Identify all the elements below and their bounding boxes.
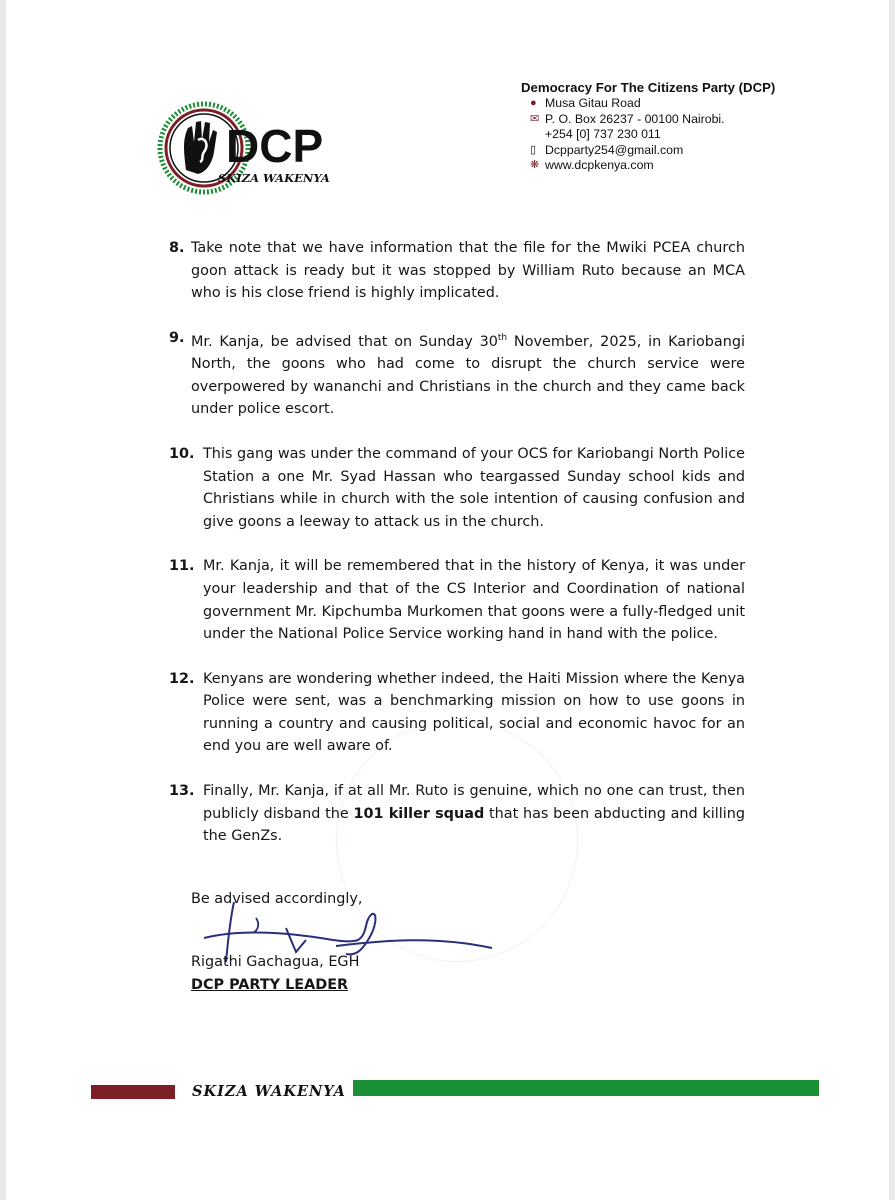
- org-contact-block: [521, 80, 775, 173]
- org-email: Dcpparty254@gmail.com: [545, 142, 684, 157]
- org-website: www.dcpkenya.com: [545, 158, 654, 173]
- list-item: [169, 780, 745, 848]
- footer-green-bar: [353, 1080, 819, 1096]
- signatory-title: DCP PARTY LEADER: [191, 977, 349, 993]
- list-item: [169, 237, 745, 305]
- item-number: 8.: [169, 240, 185, 256]
- mail-icon: ✉: [530, 112, 540, 125]
- letter-page: [6, 0, 889, 1200]
- footer-red-bar: [91, 1085, 175, 1099]
- item-text: This gang was under the command of your OCS for Kariobangi North Police Station a one Mr. Syad Hassan who teargassed Sunday school kids and Christians while in church with the sole intention of causing confusion and give goons a leeway to attack us in the church.: [203, 445, 745, 530]
- item-text: Take note that we have information that the file for the Mwiki PCEA church goon attack is ready but it was stopped by William Ruto because an MCA who is his close friend is highly implicated.: [191, 240, 745, 302]
- list-item: [169, 443, 745, 533]
- item-text: Kenyans are wondering whether indeed, the Haiti Mission where the Kenya Police were sent, was a benchmarking mission on how to use goons in running a country and causing political, social and economic havoc for an end you are well aware of.: [203, 670, 745, 755]
- signatory-name: Rigathi Gachagua, EGH: [191, 954, 360, 970]
- list-item: [169, 327, 745, 421]
- logo-text: DCP: [226, 120, 324, 172]
- numbered-points: [169, 237, 745, 870]
- item-number: 12.: [169, 670, 195, 687]
- item-number: 10.: [169, 445, 195, 462]
- logo-tagline: SKIZA WAKENYA: [218, 171, 330, 185]
- web-icon: ❋: [530, 159, 540, 172]
- item-number: 11.: [169, 558, 195, 575]
- item-number: 9.: [169, 329, 185, 346]
- org-po-box: P. O. Box 26237 - 00100 Nairobi.: [545, 111, 725, 126]
- footer-tagline: SKIZA WAKENYA: [192, 1083, 346, 1100]
- list-item: [169, 668, 745, 758]
- item-number: 13.: [169, 783, 195, 800]
- phone-icon: ▯: [530, 143, 537, 156]
- location-icon: ●: [530, 97, 537, 110]
- org-name: Democracy For The Citizens Party (DCP): [521, 80, 776, 95]
- dcp-logo: [154, 92, 344, 204]
- list-item: [169, 555, 745, 645]
- org-phone: +254 [0] 737 230 011: [545, 127, 661, 142]
- item-text: Mr. Kanja, it will be remembered that in the history of Kenya, it was under your leadership and that of the CS Interior and Coordination of national government Mr. Kipchumba Murkomen that goons were a fully-fledged unit under the National Police Service working hand in hand with the police.: [203, 558, 745, 643]
- closing-line: Be advised accordingly,: [191, 891, 363, 907]
- org-address: Musa Gitau Road: [545, 96, 641, 111]
- item-text: Mr. Kanja, be advised that on Sunday 30th November, 2025, in Kariobangi North, the goons who had come to disrupt the church service were overpowered by wananchi and Christians in the church and they came back under police escort.: [191, 332, 745, 418]
- item-text: Finally, Mr. Kanja, if at all Mr. Ruto is genuine, which no one can trust, then publicly disband the 101 killer squad that has been abducting and killing the GenZs.: [203, 783, 745, 845]
